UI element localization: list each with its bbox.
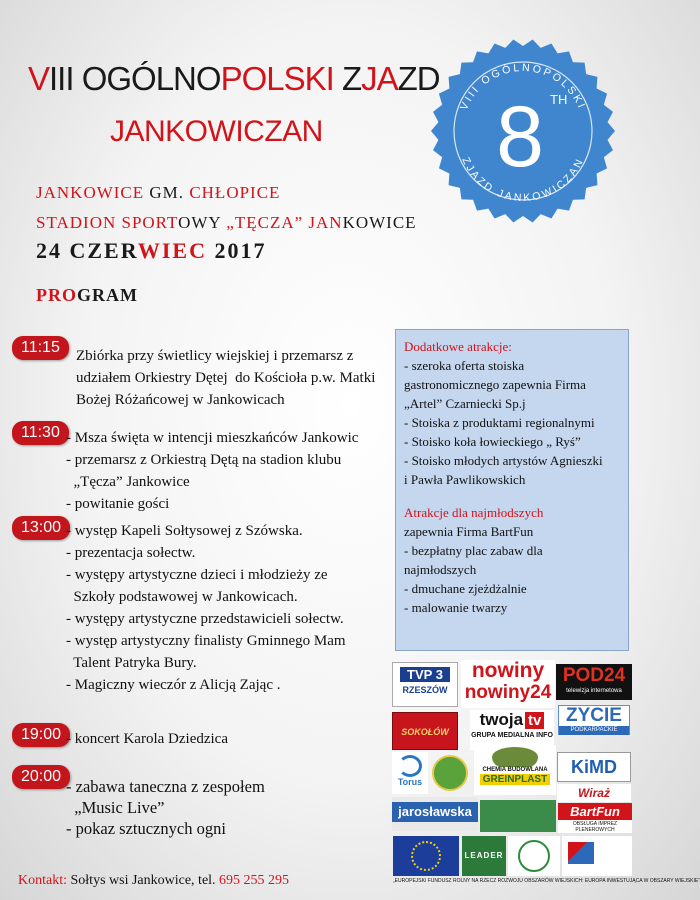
text-line: Talent Patryka Bury. <box>66 655 197 671</box>
badge-number: 8 <box>496 89 544 185</box>
text-line: Bożej Różańcowej w Jankowicach <box>76 392 285 408</box>
text-line: - Stoisko młodych artystów Agnieszki <box>404 453 603 468</box>
regional-emblem-logo <box>508 836 560 876</box>
event-date-part: 2017 <box>214 238 267 263</box>
text-line: zapewnia Firma BartFun <box>404 524 534 539</box>
text-line: Szkoły podstawowej w Jankowicach. <box>66 589 298 605</box>
schedule-item-1130 <box>66 427 358 515</box>
text-line: „Music Live” <box>66 798 165 817</box>
badge-suffix: TH <box>550 92 568 107</box>
event-title-part: III OGÓLNO <box>49 60 221 97</box>
text-line: - Stoisko koła łowieckiego „ Ryś” <box>404 434 581 449</box>
gazeta-jaroslawska-logo: jarosławska <box>392 797 478 831</box>
location-line-part: JANKOWICE <box>36 183 150 202</box>
program-heading-part: PRO <box>36 285 77 305</box>
text-line: - bezpłatny plac zabaw dla <box>404 543 543 558</box>
schedule-item-1900 <box>66 728 228 750</box>
time-badge-1115: 11:15 <box>12 336 69 360</box>
extra-attractions-list <box>404 356 620 489</box>
bartfun-logo: BartFun OBSŁUGA IMPREZ PLENEROWYCH <box>558 803 632 833</box>
badge-arc-bottom: ZJAZD JANKOWICZAN <box>459 155 587 205</box>
time-badge-1300: 13:00 <box>12 516 70 540</box>
program-heading <box>36 285 138 306</box>
schedule-item-1115 <box>76 345 375 411</box>
twoja-tv-logo: twoja tv GRUPA MEDIALNA INFO <box>470 710 554 750</box>
greinplast-logo: CHEMIA BUDOWLANA GREINPLAST <box>474 745 556 795</box>
venue-line-part: JAN <box>308 213 343 232</box>
event-title-part: V <box>28 60 50 97</box>
event-title-part: ZD <box>397 60 440 97</box>
text-line: najmłodszych <box>404 562 477 577</box>
contact-text: Sołtys wsi Jankowice, tel. <box>67 873 220 888</box>
text-line: - występ artystyczny finalisty Gminnego Mam <box>66 633 346 649</box>
contact-phone: 695 255 295 <box>219 873 290 888</box>
kimd-logo: KiMD <box>557 752 631 782</box>
venue-line-part: STADION SPORT <box>36 213 179 232</box>
pod24-logo: POD24 telewizja internetowa <box>556 664 632 700</box>
text-line: - malowanie twarzy <box>404 600 508 615</box>
event-title-part: JA <box>361 60 398 97</box>
time-badge-1900: 19:00 <box>12 723 70 747</box>
event-date-part: 24 CZER <box>36 238 138 263</box>
extra-attractions-box <box>395 329 629 651</box>
location-line-part: CHŁOPICE <box>189 183 281 202</box>
text-line: - występy artystyczne dzieci i młodzieży ze <box>66 567 328 583</box>
green-emblem-logo <box>430 752 470 794</box>
green-logo <box>480 800 556 832</box>
leader-logo: LEADER <box>462 836 506 876</box>
text-line: - występ Kapeli Sołtysowej z Szówska. <box>66 523 303 539</box>
wiraz-logo: Wiraż <box>557 784 631 802</box>
text-line: - pokaz sztucznych ogni <box>66 819 226 838</box>
venue-line-part: „TĘCZA” <box>226 213 309 232</box>
location-line <box>36 183 280 203</box>
event-title-part: POLSKI <box>220 60 342 97</box>
text-line: - Stoiska z produktami regionalnymi <box>404 415 595 430</box>
text-line: - Msza święta w intencji mieszkańców Jankowic <box>66 430 359 446</box>
text-line: udziałem Orkiestry Dętej do Kościoła p.w. Matki <box>76 370 376 386</box>
text-line: gastronomicznego zapewnia Firma <box>404 377 586 392</box>
text-line: „Tęcza” Jankowice <box>66 474 190 490</box>
kids-attractions-list <box>404 522 620 617</box>
contact-footer <box>18 873 289 889</box>
time-badge-2000: 20:00 <box>12 765 70 789</box>
venue-line-part: OWY <box>178 213 227 232</box>
event-date-part: WIEC <box>137 238 215 263</box>
badge-arc-top: VIII OGÓLNOPOLSKI <box>458 61 588 113</box>
text-line: - zabawa taneczna z zespołem <box>66 777 265 796</box>
text-line: - występy artystyczne przedstawicieli sołectw. <box>66 611 344 627</box>
text-line: Zbiórka przy świetlicy wiejskiej i przemarsz z <box>76 348 354 364</box>
text-line: - prezentacja sołectw. <box>66 545 196 561</box>
nowiny24-logo: nowiny nowiny24 <box>461 660 555 708</box>
text-line: - Magiczny wieczór z Alicją Zając . <box>66 677 281 693</box>
torus-logo: Torus <box>392 752 428 794</box>
extra-attractions-heading: Dodatkowe atrakcje: <box>404 339 512 354</box>
event-title-line2: JANKOWICZAN <box>110 115 323 148</box>
event-title <box>28 60 440 98</box>
venue-line-part: KOWICE <box>342 213 417 232</box>
text-line: - dmuchane zjeżdżalnie <box>404 581 527 596</box>
event-date <box>36 238 266 264</box>
schedule-item-2000 <box>66 776 265 839</box>
anniversary-badge-icon <box>428 36 618 226</box>
text-line: - powitanie gości <box>66 496 170 512</box>
text-line: - przemarsz z Orkiestrą Dętą na stadion klubu <box>66 452 342 468</box>
sokolow-logo: SOKOŁÓW <box>392 712 458 750</box>
text-line: - koncert Karola Dziedzica <box>66 731 228 747</box>
schedule-item-1300 <box>66 520 346 696</box>
kids-attractions-heading: Atrakcje dla najmłodszych <box>404 505 544 520</box>
venue-line <box>36 213 417 233</box>
eu-flag-icon <box>393 836 459 876</box>
contact-label: Kontakt: <box>18 873 67 888</box>
zycie-podkarpackie-logo: ZYCIE PODKARPACKIE <box>558 705 630 735</box>
program-heading-part: GRAM <box>77 285 138 305</box>
time-badge-1130: 11:30 <box>12 421 69 445</box>
text-line: „Artel” Czarniecki Sp.j <box>404 396 526 411</box>
rural-development-program-logo <box>562 836 632 876</box>
text-line: - szeroka oferta stoiska <box>404 358 525 373</box>
location-line-part: GM. <box>149 183 190 202</box>
tvp3-logo: TVP 3 RZESZÓW <box>392 662 458 707</box>
text-line: i Pawła Pawlikowskich <box>404 472 526 487</box>
eu-caption: „EUROPEJSKI FUNDUSZ ROLNY NA RZECZ ROZWOJU OBSZARÓW WIEJSKICH: EUROPA INWESTUJĄCA W OBSZARY WIEJSKIE” <box>393 878 700 884</box>
event-title-part: Z <box>341 60 362 97</box>
